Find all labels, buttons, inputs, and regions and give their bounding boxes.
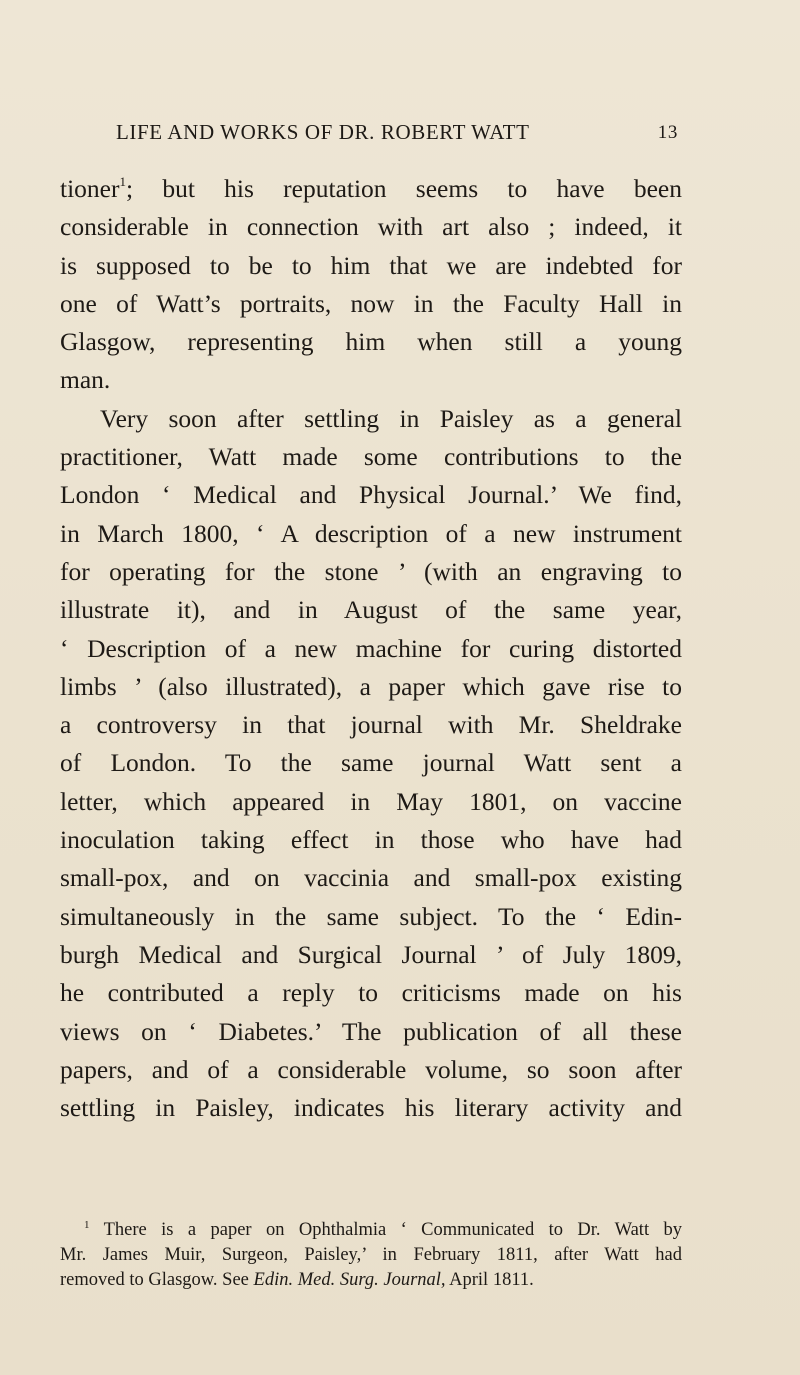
footnote-text: April 1811.	[445, 1270, 534, 1290]
footnote-line	[60, 1268, 682, 1293]
running-head	[116, 120, 678, 150]
text-line: illustrate it), and in August of the same year,	[60, 595, 682, 625]
text-line: practitioner, Watt made some contributions to the	[60, 442, 682, 472]
text-line: limbs ’ (also illustrated), a paper which gave rise to	[60, 671, 682, 701]
text-line: Very soon after settling in Paisley as a general	[100, 403, 682, 433]
footnote-marker: 1	[84, 1219, 90, 1231]
text-line-start: tioner	[60, 174, 120, 203]
text-line: burgh Medical and Surgical Journal ’ of July 1809,	[60, 939, 682, 969]
text-line: ‘ Description of a new machine for curing distorted	[60, 633, 682, 663]
footnote-line: Mr. James Muir, Surgeon, Paisley,’ in February 1811, after Watt had	[60, 1245, 682, 1265]
text-line-end: ; but his reputation seems to have been	[125, 174, 682, 203]
running-title: LIFE AND WORKS OF DR. ROBERT WATT	[116, 120, 530, 144]
text-line: letter, which appeared in May 1801, on vaccine	[60, 786, 682, 816]
text-line: London ‘ Medical and Physical Journal.’ We find,	[60, 480, 682, 510]
text-line: simultaneously in the same subject. To the ‘ Edin-	[60, 901, 682, 931]
footnote-text: There is a paper on Ophthalmia ‘ Communicated to Dr. Watt by	[103, 1220, 682, 1240]
text-line: he contributed a reply to criticisms made on his	[60, 978, 682, 1008]
text-line: Glasgow, representing him when still a young	[60, 327, 682, 357]
text-line: settling in Paisley, indicates his literary activity and	[60, 1093, 682, 1123]
text-line: small-pox, and on vaccinia and small-pox existing	[60, 863, 682, 893]
text-line: considerable in connection with art also ; indeed, it	[60, 212, 682, 242]
footnote	[60, 1218, 682, 1293]
text-line: man.	[60, 365, 111, 395]
text-line: a controversy in that journal with Mr. Sheldrake	[60, 710, 682, 740]
text-line: for operating for the stone ’ (with an engraving to	[60, 556, 682, 586]
body-text	[60, 170, 682, 1127]
footnote-citation: Edin. Med. Surg. Journal,	[253, 1270, 446, 1290]
text-line: is supposed to be to him that we are indebted for	[60, 250, 682, 280]
text-line: papers, and of a considerable volume, so soon after	[60, 1054, 682, 1084]
text-line: in March 1800, ‘ A description of a new instrument	[60, 518, 682, 548]
footnote-line	[60, 1218, 682, 1243]
page-number: 13	[657, 122, 678, 143]
text-line	[60, 170, 682, 208]
footnote-text: removed to Glasgow. See	[60, 1270, 249, 1290]
text-line: one of Watt’s portraits, now in the Faculty Hall in	[60, 288, 682, 318]
text-line: inoculation taking effect in those who have had	[60, 825, 682, 855]
text-line: of London. To the same journal Watt sent a	[60, 748, 682, 778]
text-line: views on ‘ Diabetes.’ The publication of all these	[60, 1016, 682, 1046]
footnote-reference: 1	[119, 174, 126, 189]
